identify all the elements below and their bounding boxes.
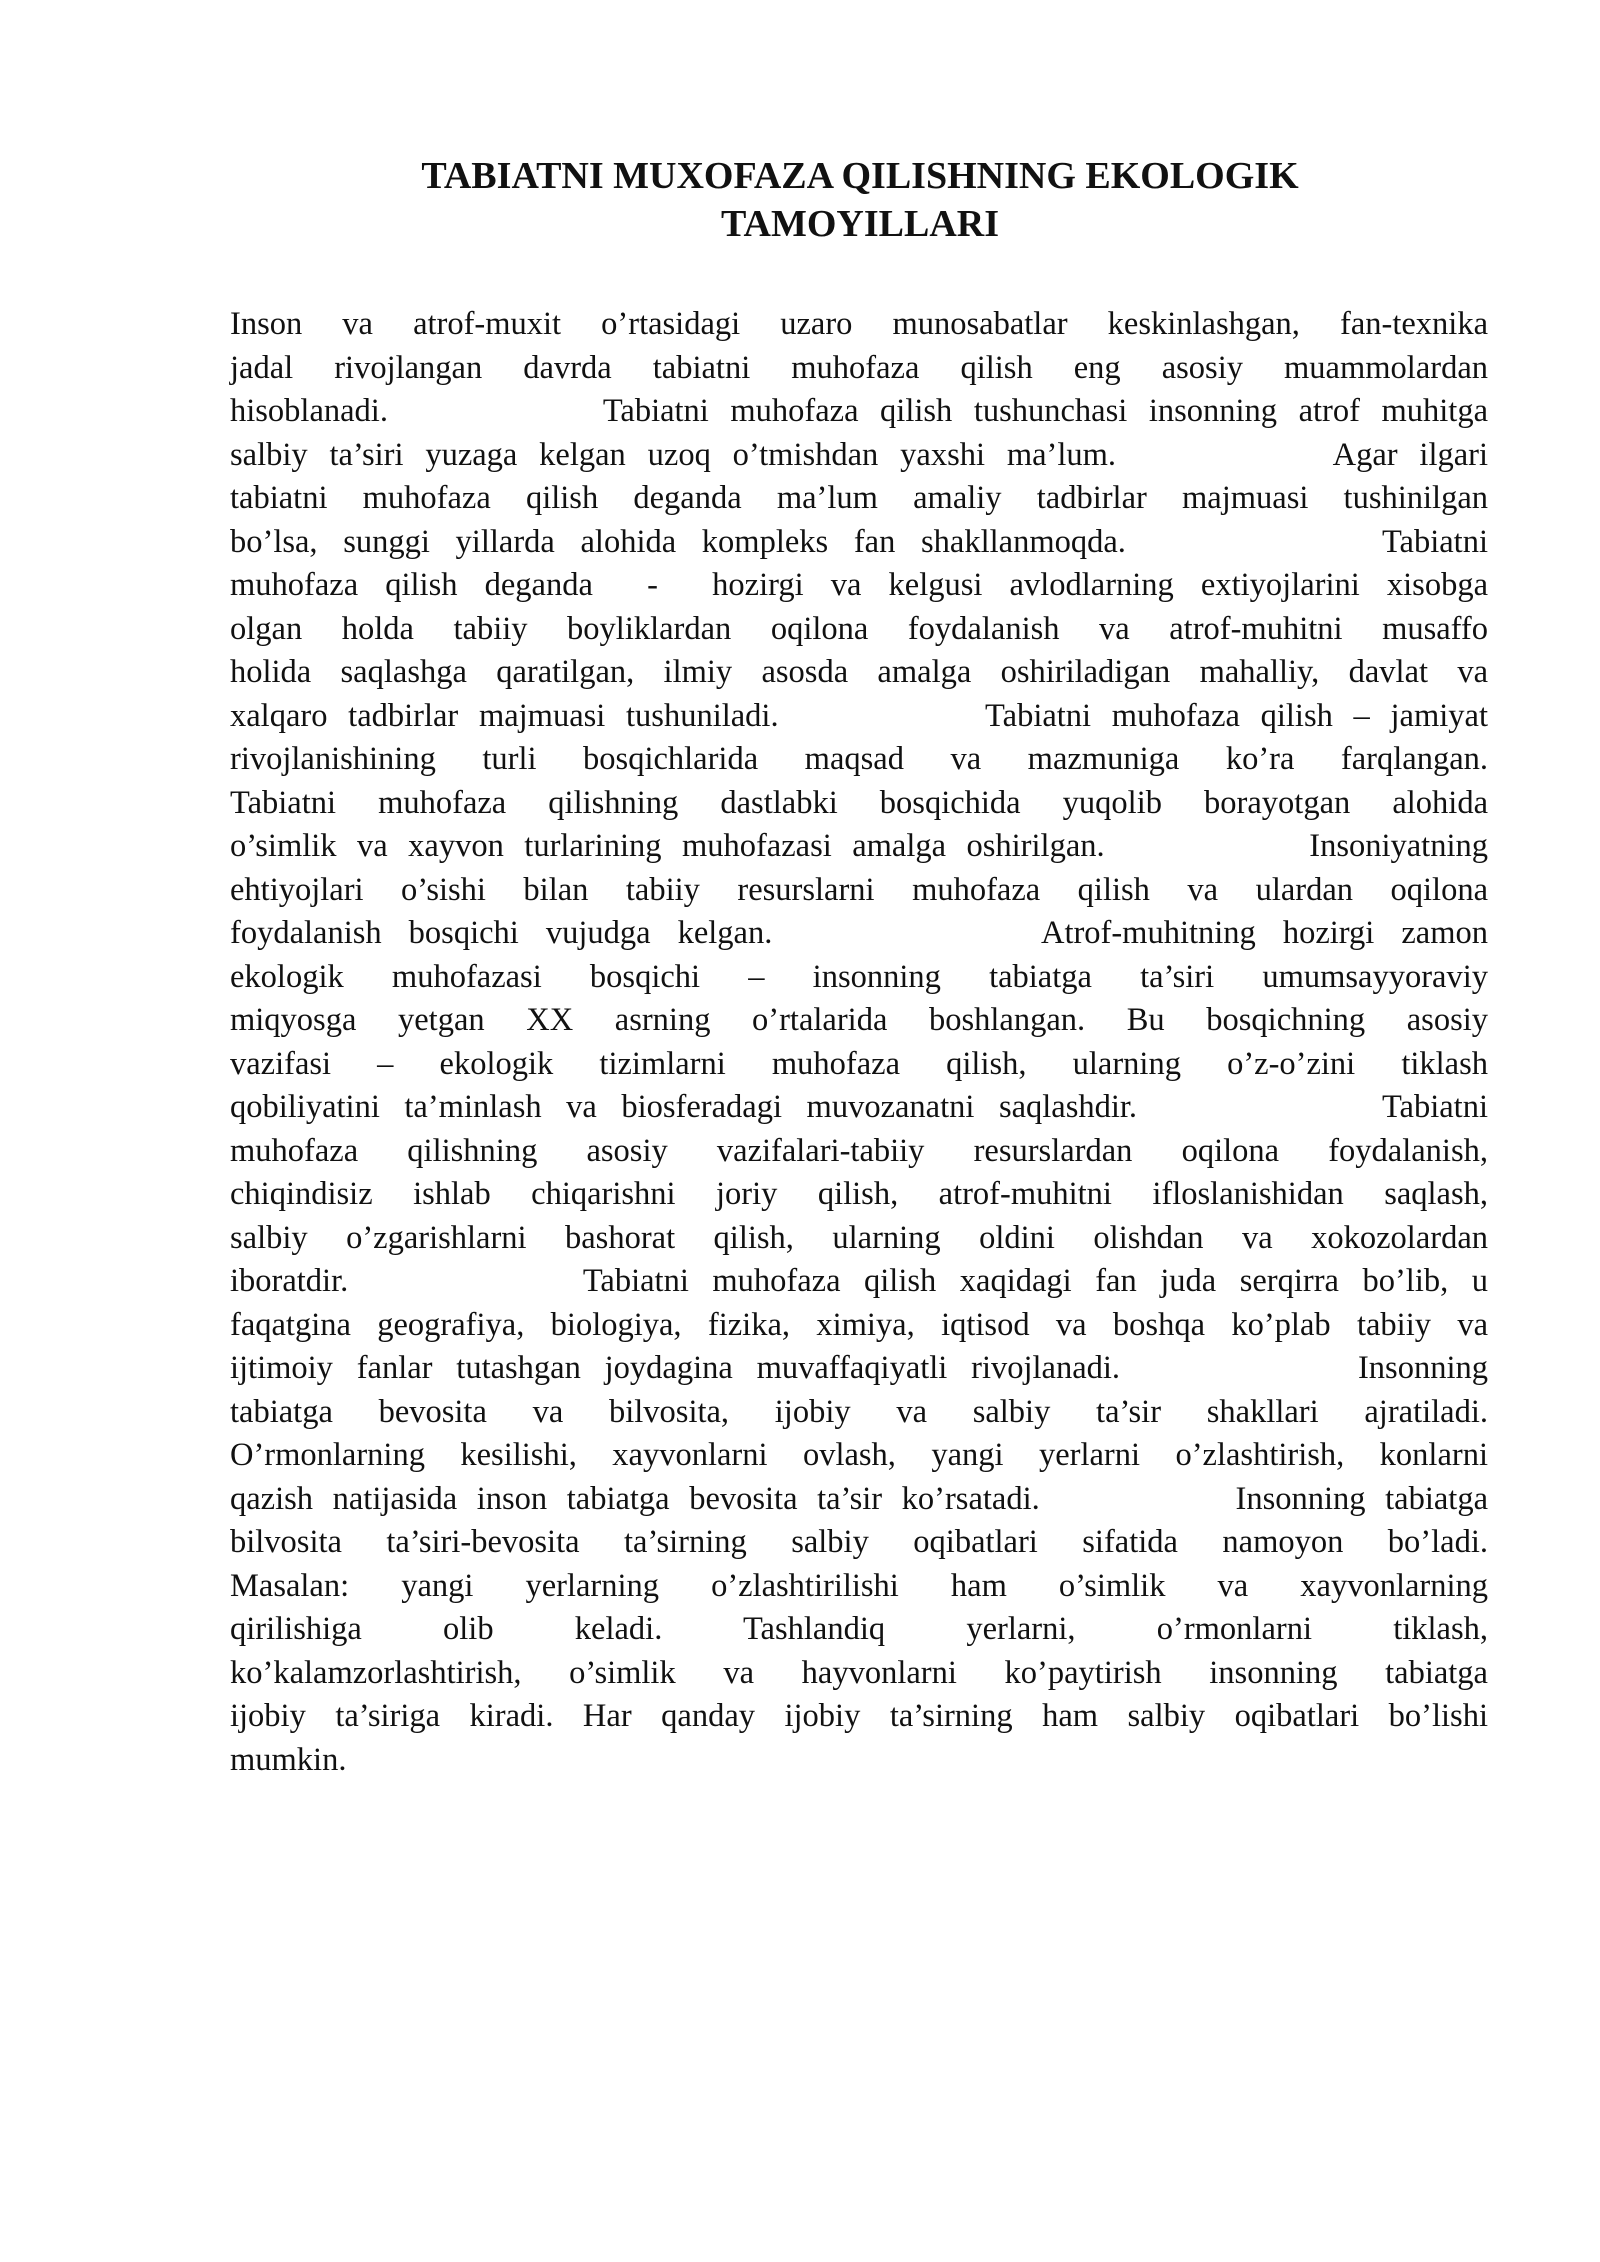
- body-line: O’rmonlarning kesilishi, xayvonlarni ovlash, yangi yerlarni o’zlashtirish, konlarni: [230, 1437, 1488, 1473]
- body-line: xalqaro tadbirlar majmuasi tushuniladi. Tabiatni muhofaza qilish – jamiyat: [230, 697, 1488, 734]
- body-line: ijobiy ta’siriga kiradi. Har qanday ijobiy ta’sirning ham salbiy oqibatlari bo’lishi: [230, 1698, 1488, 1734]
- body-line: olgan holda tabiiy boyliklardan oqilona foydalanish va atrof-muhitni musaffo: [230, 610, 1488, 647]
- body-line: tabiatga bevosita va bilvosita, ijobiy va salbiy ta’sir shakllari ajratiladi.: [230, 1393, 1488, 1430]
- body-line: Tabiatni muhofaza qilishning dastlabki bosqichida yuqolib borayotgan alohida: [230, 784, 1488, 821]
- body-line: miqyosga yetgan XX asrning o’rtalarida boshlangan. Bu bosqichning asosiy: [230, 1002, 1488, 1038]
- body-line: faqatgina geografiya, biologiya, fizika, ximiya, iqtisod va boshqa ko’plab tabiiy va: [230, 1306, 1488, 1343]
- body-line: qirilishiga olib keladi. Tashlandiq yerlarni, o’rmonlarni tiklash,: [230, 1611, 1488, 1647]
- body-line: muhofaza qilish deganda - hozirgi va kelgusi avlodlarning extiyojlarini xisobga: [230, 567, 1488, 603]
- document-title: [330, 152, 1390, 248]
- body-line: bilvosita ta’siri-bevosita ta’sirning salbiy oqibatlari sifatida namoyon bo’ladi.: [230, 1524, 1488, 1560]
- body-line: ijtimoiy fanlar tutashgan joydagina muvaffaqiyatli rivojlanadi. Insonning: [230, 1350, 1488, 1386]
- body-line: Masalan: yangi yerlarning o’zlashtirilishi ham o’simlik va xayvonlarning: [230, 1567, 1488, 1604]
- body-line: jadal rivojlangan davrda tabiatni muhofaza qilish eng asosiy muammolardan: [230, 349, 1488, 386]
- body-line: ko’kalamzorlashtirish, o’simlik va hayvonlarni ko’paytirish insonning tabiatga: [230, 1654, 1488, 1691]
- body-line: holida saqlashga qaratilgan, ilmiy asosda amalga oshiriladigan mahalliy, davlat va: [230, 654, 1488, 690]
- document-title-line-1: TABIATNI MUXOFAZA QILISHNING EKOLOGIK: [421, 155, 1299, 197]
- body-line: qazish natijasida inson tabiatga bevosita ta’sir ko’rsatadi. Insonning tabiatga: [230, 1480, 1488, 1517]
- body-line: iboratdir. Tabiatni muhofaza qilish xaqidagi fan juda serqirra bo’lib, u: [230, 1263, 1488, 1299]
- document-body: [230, 303, 1488, 1782]
- body-line: chiqindisiz ishlab chiqarishni joriy qilish, atrof-muhitni ifloslanishidan saqlash,: [230, 1176, 1488, 1212]
- body-line: muhofaza qilishning asosiy vazifalari-tabiiy resurslardan oqilona foydalanish,: [230, 1132, 1488, 1169]
- body-line-last: mumkin.: [230, 1741, 347, 1778]
- body-line: o’simlik va xayvon turlarining muhofazasi amalga oshirilgan. Insoniyatning: [230, 828, 1488, 864]
- body-line: salbiy o’zgarishlarni bashorat qilish, ularning oldini olishdan va xokozolardan: [230, 1219, 1488, 1256]
- body-line: vazifasi – ekologik tizimlarni muhofaza qilish, ularning o’z-o’zini tiklash: [230, 1045, 1488, 1082]
- body-line: foydalanish bosqichi vujudga kelgan. Atrof-muhitning hozirgi zamon: [230, 915, 1488, 951]
- document-title-line-2: TAMOYILLARI: [721, 203, 999, 245]
- body-line: rivojlanishining turli bosqichlarida maqsad va mazmuniga ko’ra farqlangan.: [230, 741, 1488, 777]
- body-line: salbiy ta’siri yuzaga kelgan uzoq o’tmishdan yaxshi ma’lum. Agar ilgari: [230, 436, 1488, 473]
- body-line: tabiatni muhofaza qilish deganda ma’lum amaliy tadbirlar majmuasi tushinilgan: [230, 480, 1488, 516]
- body-line: ehtiyojlari o’sishi bilan tabiiy resurslarni muhofaza qilish va ulardan oqilona: [230, 871, 1488, 908]
- body-line: hisoblanadi. Tabiatni muhofaza qilish tushunchasi insonning atrof muhitga: [230, 393, 1488, 429]
- body-line: Inson va atrof-muxit o’rtasidagi uzaro munosabatlar keskinlashgan, fan-texnika: [230, 306, 1488, 342]
- body-line: qobiliyatini ta’minlash va biosferadagi muvozanatni saqlashdir. Tabiatni: [230, 1089, 1488, 1125]
- body-line: bo’lsa, sunggi yillarda alohida kompleks fan shakllanmoqda. Tabiatni: [230, 523, 1488, 560]
- body-line: ekologik muhofazasi bosqichi – insonning tabiatga ta’siri umumsayyoraviy: [230, 958, 1488, 995]
